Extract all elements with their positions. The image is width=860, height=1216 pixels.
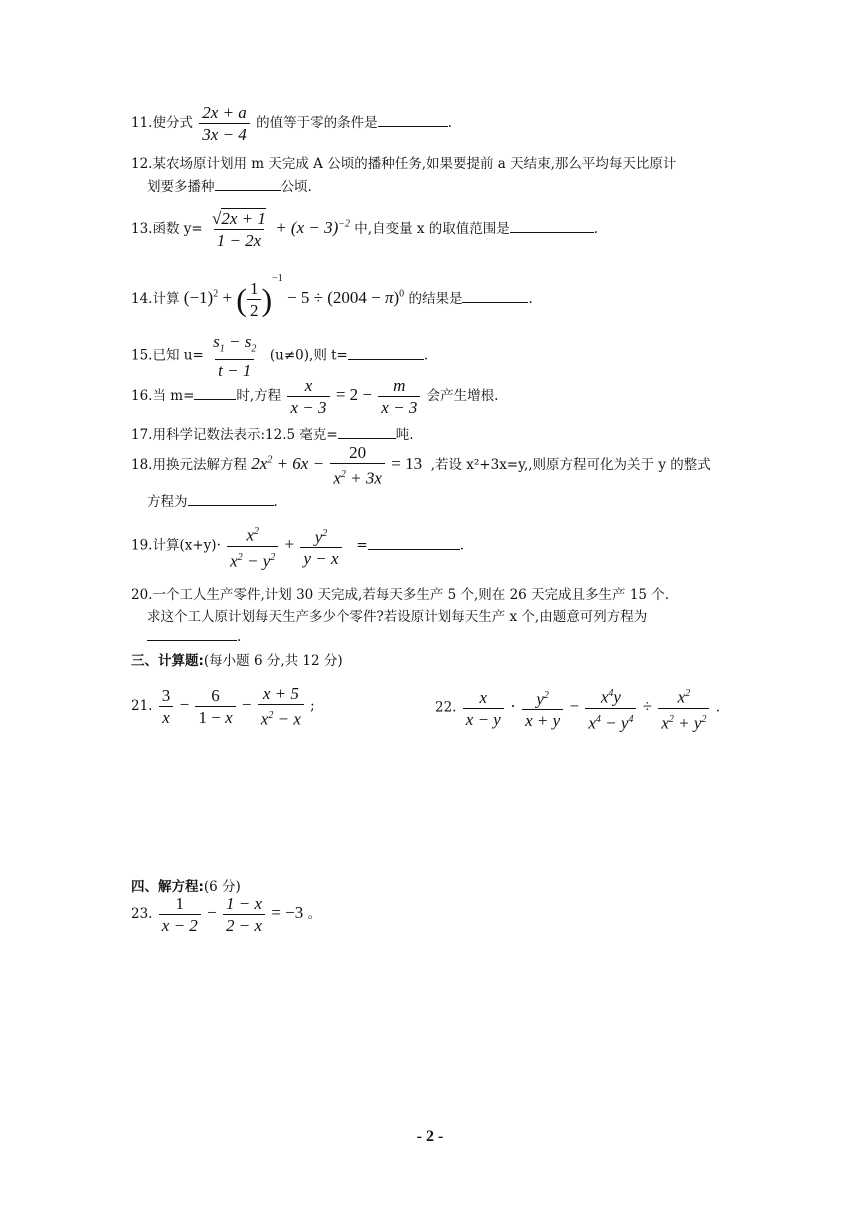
question-14: 14.计算 $(-1)^2$ + ( $\frac{1}{2}$ )$^{-1} - 5 \div (2004 - \pi)^0$ 的结果是 . xyxy=(131,273,533,320)
question-number: 20. xyxy=(131,587,153,603)
fraction-expression: $\frac{1}{2}$ xyxy=(247,279,262,320)
question-number: 18. xyxy=(131,456,153,473)
fraction-expression: $\frac{x^2}{x^2 + y^2}$ xyxy=(658,684,709,732)
fraction-expression: $\frac{2x + a}{3x - 4}$ xyxy=(199,103,250,144)
question-text: = xyxy=(356,537,368,554)
question-15 xyxy=(131,332,428,380)
question-text: 用换元法解方程 xyxy=(152,456,247,473)
fraction-expression: $\frac{y^2}{y - x}$ xyxy=(300,524,341,569)
question-text: 吨. xyxy=(395,427,414,443)
question-text: 方程为 xyxy=(147,494,188,510)
punctuation: . xyxy=(528,291,533,307)
answer-blank[interactable] xyxy=(338,424,396,439)
answer-blank[interactable] xyxy=(348,345,424,360)
question-text: 已知 u= xyxy=(152,347,204,364)
section-note: (6 分) xyxy=(203,879,241,895)
math-expression: = 2 − xyxy=(335,385,372,404)
section-title: 四、解方程: xyxy=(131,879,204,895)
question-number: 22. xyxy=(435,699,457,716)
math-expression: − xyxy=(241,694,252,714)
fraction-expression: $\frac{s_1 - s_2}{t - 1}$ xyxy=(213,332,257,381)
punctuation: . xyxy=(423,347,429,364)
question-number: 15. xyxy=(131,347,153,364)
question-text: 求这个工人原计划每天生产多少个零件?若设原计划每天生产 x 个,由题意可列方程为 xyxy=(147,609,648,625)
answer-blank[interactable] xyxy=(462,288,528,303)
fraction-expression: $\frac{3}{x}$ xyxy=(159,686,174,727)
math-expression: − $5 \div (2004 - \pi)^0$ xyxy=(287,288,405,307)
answer-blank[interactable] xyxy=(215,176,281,191)
math-expression: $(-1)^2$ + xyxy=(183,288,237,307)
question-text: ,若设 x²+3x=y,,则原方程可化为关于 y 的整式 xyxy=(430,456,711,473)
answer-blank[interactable] xyxy=(147,626,237,641)
answer-blank[interactable] xyxy=(378,112,448,127)
question-number: 16. xyxy=(131,388,153,404)
question-text: 时,方程 xyxy=(236,388,282,404)
punctuation: . xyxy=(459,537,464,554)
question-21 xyxy=(131,684,315,729)
fraction-expression: $\frac{x}{x - 3}$ xyxy=(287,376,329,417)
question-text: 一个工人生产零件,计划 30 天完成,若每天多生产 5 个,则在 26 天完成且多生产 15 个. xyxy=(152,587,670,603)
math-expression: − xyxy=(207,903,217,922)
section-4-heading xyxy=(131,875,241,895)
answer-blank[interactable] xyxy=(368,535,460,550)
question-13 xyxy=(131,209,598,250)
punctuation: . xyxy=(273,494,278,510)
question-number: 19. xyxy=(131,537,153,554)
power-expression: + $(x - 3)^{-2}$ xyxy=(275,218,350,237)
fraction-expression: $\frac{x + 5}{x^2 - x}$ xyxy=(258,684,304,729)
question-text: 计算(x+y)· xyxy=(152,537,221,554)
question-23 xyxy=(131,894,321,935)
question-text: 用科学记数法表示:12.5 毫克= xyxy=(152,427,338,443)
math-expression: + xyxy=(284,534,295,554)
question-number: 17. xyxy=(131,427,153,443)
punctuation: . xyxy=(237,629,242,645)
punctuation: . xyxy=(447,115,452,131)
fraction-expression: $\frac{m}{x - 3}$ xyxy=(378,376,420,417)
question-16 xyxy=(131,376,498,417)
question-text: 当 m= xyxy=(152,388,195,404)
fraction-expression: $\frac{√2x + 1}{1 - 2x}$ xyxy=(212,209,266,250)
question-text: 公顷. xyxy=(280,179,312,195)
section-3-heading xyxy=(131,649,343,669)
question-20 xyxy=(131,583,669,603)
fraction-expression: $\frac{x^4y}{x^4 - y^4}$ xyxy=(585,684,636,732)
answer-blank[interactable] xyxy=(194,385,236,400)
question-text: 的值等于零的条件是 xyxy=(256,115,378,131)
math-expression: = −3 xyxy=(271,903,304,922)
question-12 xyxy=(131,152,676,172)
question-20-line2 xyxy=(147,605,647,625)
math-expression: = 13 xyxy=(391,453,423,473)
question-19 xyxy=(131,522,464,570)
punctuation: . xyxy=(593,221,599,237)
section-note: (每小题 6 分,共 12 分) xyxy=(203,653,343,669)
math-expression: $2x^2 + 6x$ − xyxy=(251,453,325,473)
question-20-line3 xyxy=(147,626,241,645)
answer-blank[interactable] xyxy=(510,218,594,233)
question-text: 计算 xyxy=(152,291,180,307)
question-number: 12. xyxy=(131,156,153,172)
page-number: - 2 - xyxy=(416,1128,444,1145)
question-17 xyxy=(131,423,414,443)
question-text: 会产生增根. xyxy=(426,388,499,404)
question-text: 的结果是 xyxy=(408,291,463,307)
punctuation: 。 xyxy=(307,906,322,922)
question-18-line2 xyxy=(147,490,278,510)
question-18 xyxy=(131,443,711,488)
math-expression: · xyxy=(510,696,516,716)
question-12-line2 xyxy=(147,175,312,195)
question-text: 某农场原计划用 m 天完成 A 公顷的播种任务,如果要提前 a 天结束,那么平均每天比原计 xyxy=(152,156,677,172)
question-number: 11. xyxy=(131,115,153,131)
question-text: 函数 y= xyxy=(152,221,203,237)
right-paren: ) xyxy=(261,281,273,318)
punctuation: . xyxy=(715,699,721,716)
fraction-expression: $\frac{6}{1 - x}$ xyxy=(195,686,235,727)
question-number: 14. xyxy=(131,291,153,307)
question-11 xyxy=(131,103,452,144)
fraction-expression: $\frac{1}{x - 2}$ xyxy=(159,894,201,935)
left-paren: ( xyxy=(236,281,247,318)
fraction-expression: $\frac{x^2}{x^2 - y^2}$ xyxy=(227,522,278,570)
question-text: 使分式 xyxy=(152,115,193,131)
question-number: 23. xyxy=(131,906,153,922)
punctuation: ; xyxy=(310,697,315,714)
section-title: 三、计算题: xyxy=(131,653,204,669)
math-expression: ÷ xyxy=(642,696,653,716)
fraction-expression: $\frac{y^2}{x + y}$ xyxy=(522,686,563,731)
question-22 xyxy=(435,684,720,732)
answer-blank[interactable] xyxy=(188,491,274,506)
question-text: (u≠0),则 t= xyxy=(269,347,348,364)
math-expression: − xyxy=(569,696,580,716)
question-number: 21. xyxy=(131,697,153,714)
math-expression: − xyxy=(179,694,190,714)
question-text: 中,自变量 x 的取值范围是 xyxy=(354,221,510,237)
fraction-expression: $\frac{20}{x^2 + 3x}$ xyxy=(330,443,385,488)
fraction-expression: $\frac{x}{x - y}$ xyxy=(463,688,504,729)
fraction-expression: $\frac{1 - x}{2 - x}$ xyxy=(223,894,265,935)
question-text: 划要多播种 xyxy=(147,179,215,195)
question-number: 13. xyxy=(131,221,153,237)
